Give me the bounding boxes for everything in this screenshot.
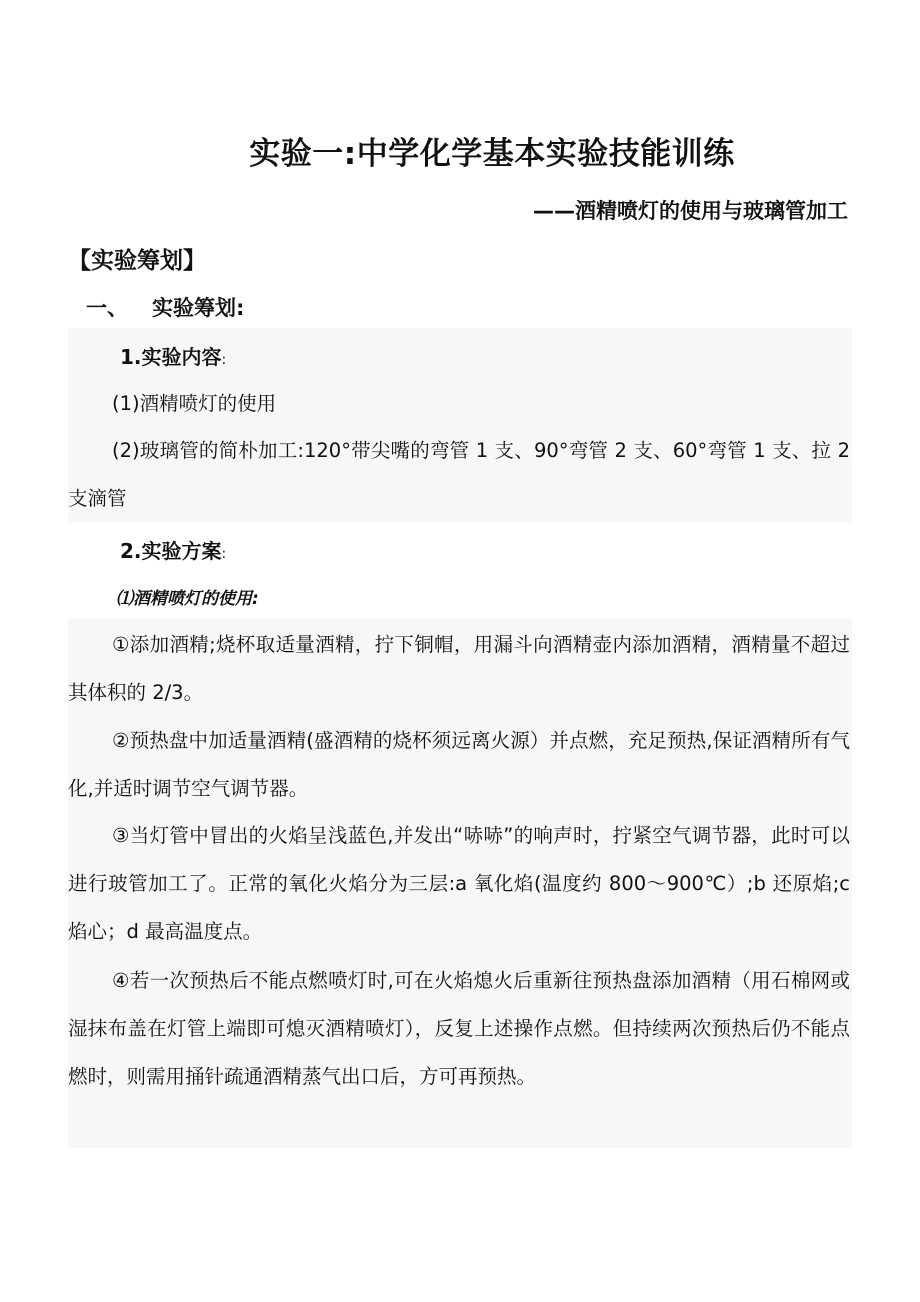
plan-title-text: 2.实验方案 bbox=[120, 539, 222, 563]
step-2: ②预热盘中加适量酒精(盛酒精的烧杯须远离火源）并点燃，充足预热,保证酒精所有气化,并适时调节空气调节器。 bbox=[68, 729, 850, 800]
document-subtitle: ——酒精喷灯的使用与玻璃管加工 bbox=[533, 199, 848, 223]
plan-title-colon: : bbox=[221, 546, 227, 562]
content-item-1: (1)酒精喷灯的使用 bbox=[112, 392, 277, 415]
step-1: ①添加酒精;烧杯取适量酒精，拧下铜帽，用漏斗向酒精壶内添加酒精，酒精量不超过其体积的 2/3。 bbox=[68, 633, 850, 704]
content-item-2: (2)玻璃管的简朴加工:120°带尖嘴的弯管 1 支、90°弯管 2 支、60°弯管 1 支、拉 2 支滴管 bbox=[68, 439, 850, 510]
step-4: ④若一次预热后不能点燃喷灯时,可在火焰熄火后重新往预热盘添加酒精（用石棉网或湿抹布盖在灯管上端即可熄灭酒精喷灯），反复上述操作点燃。但持续两次预热后仍不能点燃时，则需用捅针疏通酒精蒸气出口后，方可再预热。 bbox=[68, 969, 850, 1088]
step-3: ③当灯管中冒出的火焰呈浅蓝色,并发出“哧哧”的响声时，拧紧空气调节器，此时可以进行玻管加工了。正常的氧化火焰分为三层:a 氧化焰(温度约 800～900℃）;b 还原焰;c 焰心；d 最高温度点。 bbox=[68, 824, 850, 943]
plan-subheading: ⑴酒精喷灯的使用: bbox=[116, 589, 259, 609]
content-title-text: 1.实验内容 bbox=[120, 345, 222, 369]
content-title-colon: : bbox=[221, 352, 227, 368]
heading-1 bbox=[86, 292, 244, 322]
plan-title bbox=[120, 535, 226, 564]
heading-1-text: 实验筹划: bbox=[152, 296, 245, 320]
document-title: 实验一:中学化学基本实验技能训练 bbox=[249, 136, 735, 172]
heading-1-number: 一、 bbox=[86, 296, 128, 320]
section-heading: 【实验筹划】 bbox=[68, 248, 206, 274]
content-title bbox=[120, 341, 226, 370]
